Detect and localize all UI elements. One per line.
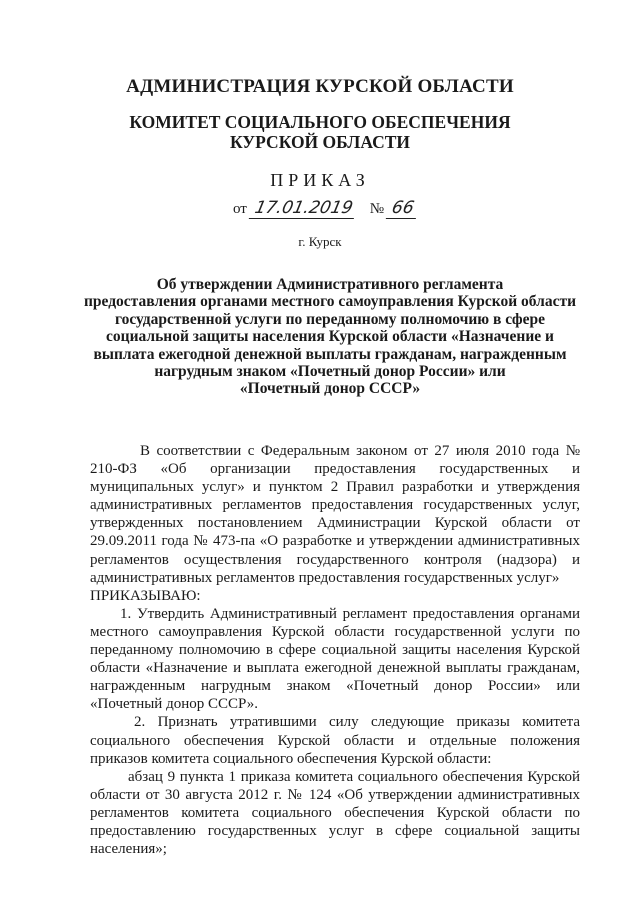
- subject-line: нагрудным знаком «Почетный донор России» или: [154, 363, 506, 381]
- date-prefix: от: [233, 201, 247, 217]
- item-2-sub-paragraph: абзац 9 пункта 1 приказа комитета социального обеспечения Курской области от 30 августа 2012 г. № 124 «Об утверждении административных регламентов комитета социального обеспечения Курской области по предоставлению государственных услуг в сфере социальной защиты населения»;: [90, 768, 580, 858]
- subject-line: «Почетный донор СССР»: [239, 380, 421, 398]
- document-subject: [80, 276, 580, 398]
- organization-title: АДМИНИСТРАЦИЯ КУРСКОЙ ОБЛАСТИ: [126, 76, 514, 97]
- subject-line: выплата ежегодной денежной выплаты гражданам, награжденным: [93, 345, 567, 363]
- document-type: ПРИКАЗ: [270, 170, 370, 190]
- subject-line: предоставления органами местного самоуправления Курской области: [83, 293, 576, 311]
- item-1-paragraph: 1. Утвердить Административный регламент предоставления органами местного самоуправления Курской области государственной услуги по переданному полномочию в сфере социальной защиты населения Курской области «Назначение и выплата ежегодной денежной выплаты гражданам, награжденным нагрудным знаком «Почетный донор России» или «Почетный донор СССР».: [90, 605, 580, 713]
- date-number-line: [233, 198, 417, 219]
- committee-title-line1: КОМИТЕТ СОЦИАЛЬНОГО ОБЕСПЕЧЕНИЯ: [129, 112, 511, 132]
- subject-line: Об утверждении Административного регламента: [156, 276, 504, 293]
- date-handwritten: 17.01.2019: [248, 198, 358, 219]
- number-handwritten: 66: [386, 198, 420, 219]
- number-prefix: №: [369, 201, 385, 217]
- preamble-paragraph: В соответствии с Федеральным законом от 27 июля 2010 года № 210-ФЗ «Об организации предоставления государственных и муниципальных услуг» и пунктом 2 Правил разработки и утверждения административных регламентов предоставления государственных услуг, утвержденных постановлением Администрации Курской области от 29.09.2011 года № 473-па «О разработке и утверждении административных регламентов осуществления государственного контроля (надзора) и административных регламентов предоставления государственных услуг»: [90, 443, 580, 586]
- document-body: [90, 442, 580, 858]
- item-2-paragraph: 2. Признать утратившими силу следующие приказы комитета социального обеспечения Курской области и отдельные положения приказов комитета социального обеспечения Курской области:: [90, 714, 580, 767]
- committee-title: [0, 112, 640, 152]
- subject-line: государственной услуги по переданному полномочию в сфере: [114, 310, 546, 328]
- subject-line: социальной защиты населения Курской области «Назначение и: [106, 328, 554, 346]
- committee-title-line2: КУРСКОЙ ОБЛАСТИ: [229, 132, 411, 152]
- order-word: ПРИКАЗЫВАЮ:: [90, 587, 201, 604]
- city: г. Курск: [298, 234, 342, 249]
